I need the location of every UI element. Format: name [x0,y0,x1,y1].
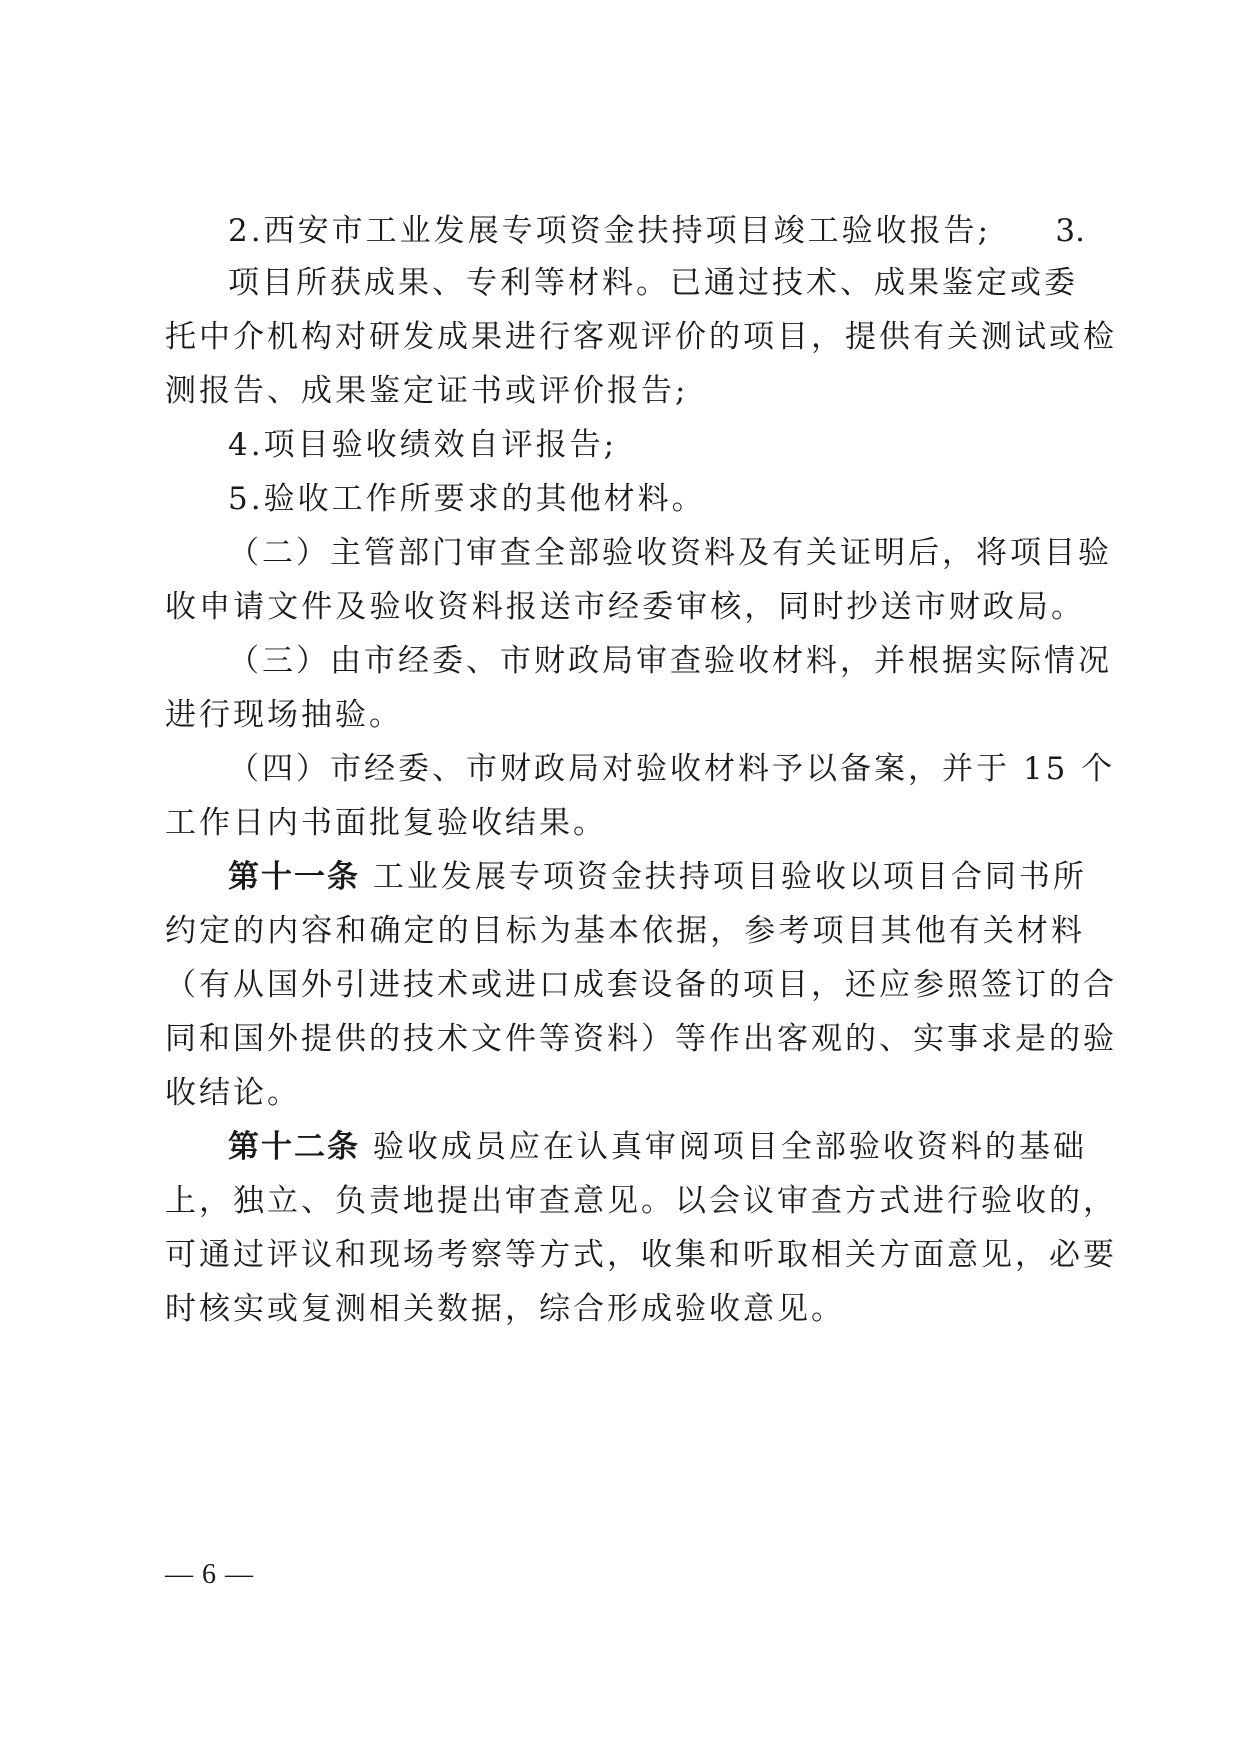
paragraph-line: 工作日内书面批复验收结果。 [165,805,607,841]
list-item-5: 5.验收工作所要求的其他材料。 [228,481,706,517]
paragraph-line: （有从国外引进技术或进口成套设备的项目，还应参照签订的合 [165,967,1117,1003]
line-text: 验收成员应在认真审阅项目全部验收资料的基础 [372,1129,1087,1165]
list-item-2 [228,210,1085,252]
article-11-first-line [228,856,1085,898]
paragraph-line: 时核实或复测相关数据，综合形成验收意见。 [165,1291,845,1327]
paragraph-line: （二）主管部门审查全部验收资料及有关证明后，将项目验 [228,535,1112,571]
line-text: 2.西安市工业发展专项资金扶持项目竣工验收报告; [228,213,992,249]
paragraph-line: （四）市经委、市财政局对验收材料予以备案，并于 15 个 [228,751,1116,787]
article-12-label: 第十二条 [228,1129,360,1165]
paragraph-line: 测报告、成果鉴定证书或评价报告; [165,373,689,409]
paragraph-line: （三）由市经委、市财政局审查验收材料，并根据实际情况 [228,643,1112,679]
list-item-4: 4.项目验收绩效自评报告; [228,427,618,463]
paragraph-line: 同和国外提供的技术文件等资料）等作出客观的、实事求是的验 [165,1021,1117,1057]
paragraph-line: 进行现场抽验。 [165,697,403,733]
paragraph-line: 托中介机构对研发成果进行客观评价的项目，提供有关测试或检 [165,319,1117,355]
list-item-3-number: 3. [1055,213,1085,249]
article-12-first-line [228,1126,1085,1168]
paragraph-line: 上，独立、负责地提出审查意见。以会议审查方式进行验收的， [165,1183,1117,1219]
paragraph-line: 收申请文件及验收资料报送市经委审核，同时抄送市财政局。 [165,589,1085,625]
article-11-label: 第十一条 [228,859,360,895]
paragraph-line: 约定的内容和确定的目标为基本依据，参考项目其他有关材料 [165,913,1085,949]
paragraph-line: 可通过评议和现场考察等方式，收集和听取相关方面意见，必要 [165,1237,1117,1273]
page-number: — 6 — [165,1559,254,1590]
line-text: 工业发展专项资金扶持项目验收以项目合同书所 [372,859,1087,895]
list-item-3-line-1: 项目所获成果、专利等材料。已通过技术、成果鉴定或委 [228,265,1078,301]
paragraph-line: 收结论。 [165,1075,301,1111]
